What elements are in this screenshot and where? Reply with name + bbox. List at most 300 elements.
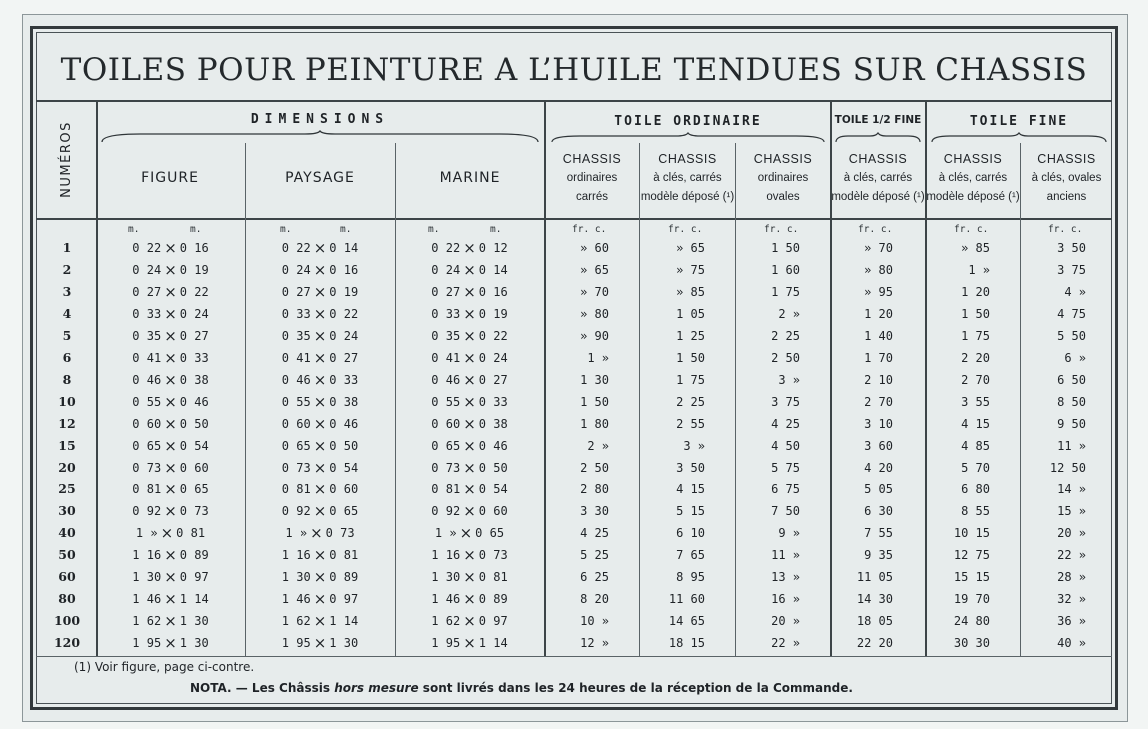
- times-icon: ×: [459, 524, 473, 543]
- paysage-dimension: [245, 544, 395, 566]
- price-cell: 18 05: [856, 614, 893, 629]
- times-icon: ×: [313, 634, 327, 653]
- paysage-width: 0 33: [281, 306, 311, 321]
- row-number: 1: [62, 240, 72, 255]
- price-cell: 5 70: [961, 460, 990, 475]
- subhead-line-3: modèle déposé (¹): [640, 191, 735, 203]
- subhead-line-2: à clés, carrés: [653, 172, 722, 184]
- figure-height: 0 65: [179, 482, 209, 497]
- figure-height: 0 54: [179, 438, 209, 453]
- marine-width: 0 24: [431, 262, 461, 277]
- marine-width: 0 55: [431, 394, 461, 409]
- figure-dimension: [96, 457, 245, 479]
- price-cell: 2 70: [864, 394, 893, 409]
- paysage-dimension: [245, 566, 395, 588]
- price-cell: 3 »: [683, 438, 705, 453]
- paysage-width: 1 30: [281, 570, 311, 585]
- price-cell: 14 30: [856, 592, 893, 607]
- times-icon: ×: [313, 304, 327, 323]
- subhead-line-3: modèle déposé (¹): [831, 191, 925, 203]
- figure-width: 1 30: [132, 570, 162, 585]
- row-number: 15: [58, 437, 76, 453]
- dimensions-header: DIMENSIONS: [250, 112, 390, 127]
- units-paysage-m1: m.: [280, 224, 292, 235]
- paysage-dimension: [245, 522, 395, 544]
- price-cell: 30 30: [953, 636, 990, 651]
- figure-height: 1 30: [179, 614, 209, 629]
- row-number: 50: [58, 547, 76, 563]
- figure-dimension: [96, 478, 245, 500]
- paysage-width: 0 92: [281, 504, 311, 519]
- figure-width: 0 65: [132, 438, 162, 453]
- paysage-dimension: [245, 347, 395, 369]
- subhead-demi-fine-cles-carres: [831, 150, 925, 207]
- price-cell: 1 75: [961, 328, 990, 343]
- figure-width: 0 33: [132, 306, 162, 321]
- row-number: 4: [62, 305, 72, 321]
- marine-width: 0 92: [431, 504, 461, 519]
- price-cell: 11 »: [771, 548, 800, 563]
- price-cell: 1 60: [771, 262, 800, 277]
- figure-height: 0 50: [179, 416, 209, 431]
- price-cell: 2 25: [771, 328, 800, 343]
- price-cell: 3 75: [1057, 262, 1086, 277]
- price-cell: 1 20: [864, 306, 893, 321]
- price-cell: 11 60: [668, 592, 705, 607]
- subhead-line-1: CHASSIS: [562, 152, 622, 166]
- price-cell: 2 10: [864, 372, 893, 387]
- figure-dimension: [96, 303, 245, 325]
- marine-dimension: [395, 391, 544, 413]
- price-cell: » 70: [864, 241, 893, 255]
- paysage-width: 1 95: [281, 636, 311, 651]
- times-icon: ×: [313, 436, 327, 455]
- times-icon: ×: [463, 480, 476, 499]
- price-cell: 3 50: [1057, 241, 1086, 255]
- times-icon: ×: [164, 590, 177, 609]
- price-cell: 3 75: [771, 394, 800, 409]
- price-cell: 6 50: [1057, 372, 1086, 387]
- row-number: 25: [58, 481, 76, 497]
- times-icon: ×: [463, 304, 476, 323]
- paysage-width: 1 »: [285, 526, 308, 541]
- price-cell: 5 75: [771, 460, 800, 475]
- times-icon: ×: [463, 546, 476, 565]
- figure-dimension: [96, 588, 245, 610]
- nota-text: [190, 681, 853, 695]
- figure-dimension: [96, 500, 245, 522]
- paysage-height: 1 14: [329, 614, 359, 629]
- times-icon: ×: [463, 634, 476, 653]
- marine-width: 0 27: [431, 284, 461, 299]
- marine-dimension: [395, 347, 544, 369]
- row-number: 40: [58, 525, 76, 541]
- times-icon: ×: [463, 568, 476, 587]
- paysage-width: 1 16: [281, 548, 311, 563]
- price-cell: 40 »: [1057, 636, 1086, 651]
- marine-header: MARINE: [439, 170, 501, 186]
- figure-width: 1 »: [135, 526, 158, 541]
- times-icon: ×: [463, 436, 476, 455]
- nota-suffix: sont livrés dans les 24 heures de la réception de la Commande.: [418, 681, 853, 695]
- price-cell: 1 20: [961, 284, 990, 299]
- figure-dimension: [96, 347, 245, 369]
- price-cell: 4 20: [864, 460, 893, 475]
- price-cell: 24 80: [953, 614, 990, 629]
- price-cell: 2 80: [580, 482, 609, 497]
- price-cell: 10 »: [580, 614, 609, 629]
- figure-dimension: [96, 610, 245, 632]
- paysage-height: 0 14: [329, 241, 359, 255]
- units-price-6: fr. c.: [1048, 224, 1083, 235]
- marine-width: 0 73: [431, 460, 461, 475]
- price-cell: 4 »: [1064, 284, 1086, 299]
- price-cell: 4 25: [580, 526, 609, 541]
- price-cell: 13 »: [771, 570, 800, 585]
- subhead-line-3: ovales: [766, 191, 800, 203]
- figure-height: 0 73: [179, 504, 209, 519]
- paysage-dimension: [245, 457, 395, 479]
- price-cell: 4 15: [676, 482, 705, 497]
- times-icon: ×: [164, 634, 177, 653]
- paysage-height: 0 19: [329, 284, 359, 299]
- times-icon: ×: [164, 436, 177, 455]
- row-number: 10: [58, 393, 76, 409]
- paysage-height: 0 65: [329, 504, 359, 519]
- figure-height: 0 81: [176, 526, 206, 541]
- marine-width: 1 »: [434, 526, 457, 541]
- figure-width: 1 62: [132, 614, 162, 629]
- units-figure-m1: m.: [128, 224, 140, 235]
- paysage-header: PAYSAGE: [285, 170, 355, 186]
- paysage-height: 1 30: [329, 636, 359, 651]
- price-cell: 6 30: [864, 504, 893, 519]
- marine-height: 0 33: [478, 394, 508, 409]
- price-cell: 1 40: [864, 328, 893, 343]
- price-cell: » 85: [961, 241, 990, 255]
- marine-dimension: [395, 237, 544, 259]
- row-number: 2: [62, 261, 72, 277]
- paysage-height: 0 81: [329, 548, 359, 563]
- price-cell: 8 55: [961, 504, 990, 519]
- figure-width: 0 73: [132, 460, 162, 475]
- price-cell: 15 »: [1057, 504, 1086, 519]
- paysage-width: 0 46: [281, 372, 311, 387]
- marine-height: 0 97: [478, 614, 508, 629]
- marine-dimension: [395, 500, 544, 522]
- numeros-label: NUMÉROS: [58, 121, 74, 198]
- marine-dimension: [395, 632, 544, 654]
- price-cell: 9 50: [1057, 416, 1086, 431]
- paysage-dimension: [245, 435, 395, 457]
- price-cell: 4 85: [961, 438, 990, 453]
- times-icon: ×: [164, 546, 177, 565]
- price-cell: 2 »: [587, 438, 609, 453]
- marine-dimension: [395, 303, 544, 325]
- paysage-dimension: [245, 281, 395, 303]
- price-cell: 5 25: [580, 548, 609, 563]
- marine-dimension: [395, 259, 544, 281]
- row-number: 100: [53, 613, 81, 629]
- footnote: (1) Voir figure, page ci-contre.: [74, 660, 255, 674]
- price-cell: 16 »: [771, 592, 800, 607]
- price-cell: 3 50: [676, 460, 705, 475]
- subhead-fine-cles-carres: [926, 150, 1020, 207]
- times-icon: ×: [463, 590, 476, 609]
- price-cell: 1 75: [676, 372, 705, 387]
- price-cell: 2 55: [676, 416, 705, 431]
- paysage-dimension: [245, 303, 395, 325]
- figure-dimension: [96, 281, 245, 303]
- price-cell: 8 95: [676, 570, 705, 585]
- subhead-line-2: à clés, carrés: [938, 172, 1008, 184]
- paysage-dimension: [245, 588, 395, 610]
- price-cell: 2 50: [771, 350, 800, 365]
- price-cell: » 60: [580, 241, 609, 255]
- marine-width: 0 81: [431, 482, 461, 497]
- marine-width: 1 62: [431, 614, 461, 629]
- paysage-width: 0 73: [281, 460, 311, 475]
- marine-dimension: [395, 457, 544, 479]
- times-icon: ×: [463, 282, 476, 301]
- price-cell: » 65: [676, 241, 705, 255]
- price-cell: 2 50: [580, 460, 609, 475]
- times-icon: ×: [310, 524, 323, 543]
- times-icon: ×: [463, 502, 476, 521]
- marine-width: 0 33: [431, 306, 461, 321]
- toile-ordinaire-brace: [550, 132, 826, 144]
- price-cell: 6 80: [961, 482, 990, 497]
- marine-dimension: [395, 435, 544, 457]
- marine-height: 0 16: [478, 284, 508, 299]
- times-icon: ×: [463, 392, 476, 411]
- figure-dimension: [96, 391, 245, 413]
- figure-height: 0 33: [179, 350, 209, 365]
- price-cell: 1 50: [771, 241, 800, 255]
- paysage-dimension: [245, 237, 395, 259]
- subhead-ordinaires-carres: [545, 150, 639, 207]
- figure-header: FIGURE: [141, 170, 199, 186]
- row-number: 30: [58, 503, 76, 519]
- paysage-dimension: [245, 632, 395, 654]
- marine-width: 0 65: [431, 438, 461, 453]
- marine-dimension: [395, 478, 544, 500]
- price-cell: 15 15: [953, 570, 990, 585]
- marine-height: 0 81: [478, 570, 508, 585]
- price-cell: 20 »: [771, 614, 800, 629]
- times-icon: ×: [463, 414, 476, 433]
- price-cell: 2 25: [676, 394, 705, 409]
- times-icon: ×: [313, 458, 327, 477]
- price-cell: 6 25: [580, 570, 609, 585]
- times-icon: ×: [463, 612, 476, 631]
- marine-width: 1 46: [431, 592, 461, 607]
- paysage-height: 0 33: [329, 372, 359, 387]
- units-price-5: fr. c.: [954, 224, 989, 235]
- nota-italic: hors mesure: [334, 681, 419, 695]
- paysage-dimension: [245, 500, 395, 522]
- marine-dimension: [395, 369, 544, 391]
- paysage-height: 0 46: [329, 416, 359, 431]
- paysage-width: 0 60: [281, 416, 311, 431]
- table-bottom-rule: [36, 656, 1112, 657]
- figure-height: 0 38: [179, 372, 209, 387]
- marine-height: 0 60: [478, 504, 508, 519]
- figure-width: 0 41: [132, 350, 162, 365]
- paysage-height: 0 60: [329, 482, 359, 497]
- price-cell: » 90: [580, 328, 609, 343]
- marine-height: 0 50: [478, 460, 508, 475]
- paysage-height: 0 24: [329, 328, 359, 343]
- price-cell: 4 50: [771, 438, 800, 453]
- price-cell: 9 »: [778, 526, 800, 541]
- marine-height: 0 54: [478, 482, 508, 497]
- paysage-height: 0 16: [329, 262, 359, 277]
- figure-width: 0 22: [132, 241, 162, 255]
- row-number: 8: [62, 371, 72, 387]
- paysage-height: 0 54: [329, 460, 359, 475]
- price-cell: 1 50: [676, 350, 705, 365]
- times-icon: ×: [164, 612, 177, 631]
- price-cell: 10 15: [953, 526, 990, 541]
- paysage-height: 0 73: [325, 526, 355, 541]
- toile-ordinaire-header: TOILE ORDINAIRE: [614, 114, 762, 129]
- paysage-dimension: [245, 413, 395, 435]
- price-cell: » 85: [676, 284, 705, 299]
- figure-width: 1 95: [132, 636, 162, 651]
- row-number: 6: [62, 349, 72, 365]
- paysage-dimension: [245, 369, 395, 391]
- paysage-width: 0 81: [281, 482, 311, 497]
- price-cell: 20 »: [1057, 526, 1086, 541]
- times-icon: ×: [164, 458, 177, 477]
- units-price-2: fr. c.: [668, 224, 703, 235]
- header-rule: [36, 218, 1112, 220]
- price-cell: » 95: [864, 284, 893, 299]
- subhead-cles-carres: [640, 150, 735, 207]
- marine-width: 0 41: [431, 350, 461, 365]
- figure-width: 0 92: [132, 504, 162, 519]
- price-cell: 1 50: [961, 306, 990, 321]
- paysage-width: 0 35: [281, 328, 311, 343]
- marine-height: 0 19: [478, 306, 508, 321]
- price-cell: 2 70: [961, 372, 990, 387]
- paysage-height: 0 89: [329, 570, 359, 585]
- paysage-width: 0 65: [281, 438, 311, 453]
- times-icon: ×: [463, 239, 476, 257]
- price-cell: 3 60: [864, 438, 893, 453]
- price-cell: 1 »: [968, 262, 990, 277]
- figure-height: 0 24: [179, 306, 209, 321]
- price-cell: » 75: [676, 262, 705, 277]
- figure-dimension: [96, 325, 245, 347]
- toile-demi-fine-brace: [834, 132, 922, 144]
- price-cell: 22 »: [1057, 548, 1086, 563]
- times-icon: ×: [164, 392, 177, 411]
- times-icon: ×: [164, 370, 177, 389]
- times-icon: ×: [313, 502, 327, 521]
- price-cell: 8 50: [1057, 394, 1086, 409]
- row-number: 120: [53, 635, 81, 651]
- paysage-width: 1 46: [281, 592, 311, 607]
- price-cell: 3 10: [864, 416, 893, 431]
- units-paysage-m2: m.: [340, 224, 352, 235]
- subhead-fine-cles-ovales: [1021, 150, 1112, 207]
- price-cell: 3 »: [778, 372, 800, 387]
- times-icon: ×: [313, 392, 327, 411]
- marine-height: 1 14: [478, 636, 508, 651]
- row-number: 20: [58, 459, 76, 475]
- times-icon: ×: [313, 590, 327, 609]
- times-icon: ×: [164, 502, 177, 521]
- marine-height: 0 46: [478, 438, 508, 453]
- paysage-dimension: [245, 325, 395, 347]
- marine-dimension: [395, 588, 544, 610]
- paysage-width: 0 24: [281, 262, 311, 277]
- figure-width: 0 27: [132, 284, 162, 299]
- title-rule: [36, 100, 1112, 102]
- marine-height: 0 22: [478, 328, 508, 343]
- figure-dimension: [96, 435, 245, 457]
- marine-dimension: [395, 281, 544, 303]
- paysage-width: 1 62: [281, 614, 311, 629]
- price-cell: 1 25: [676, 328, 705, 343]
- times-icon: ×: [463, 458, 476, 477]
- figure-width: 0 55: [132, 394, 162, 409]
- row-number: 3: [62, 283, 72, 299]
- figure-dimension: [96, 259, 245, 281]
- paysage-height: 0 50: [329, 438, 359, 453]
- figure-width: 0 24: [132, 262, 162, 277]
- figure-height: 0 22: [179, 284, 209, 299]
- times-icon: ×: [463, 348, 476, 367]
- marine-width: 0 46: [431, 372, 461, 387]
- price-cell: 5 50: [1057, 328, 1086, 343]
- price-cell: 1 70: [864, 350, 893, 365]
- paysage-width: 0 55: [281, 394, 311, 409]
- subhead-line-1: CHASSIS: [1037, 152, 1096, 166]
- marine-dimension: [395, 544, 544, 566]
- price-cell: 1 75: [771, 284, 800, 299]
- price-cell: 14 »: [1057, 482, 1086, 497]
- price-cell: 22 20: [856, 636, 893, 651]
- marine-dimension: [395, 522, 544, 544]
- times-icon: ×: [313, 326, 327, 345]
- figure-width: 0 60: [132, 416, 162, 431]
- times-icon: ×: [313, 282, 327, 301]
- subhead-line-3: carrés: [576, 191, 608, 203]
- price-cell: 12 50: [1049, 460, 1086, 475]
- times-icon: ×: [313, 348, 327, 367]
- units-figure-m2: m.: [190, 224, 202, 235]
- marine-height: 0 27: [478, 372, 508, 387]
- figure-dimension: [96, 413, 245, 435]
- times-icon: ×: [164, 480, 177, 499]
- paysage-height: 0 22: [329, 306, 359, 321]
- subhead-line-2: à clés, ovales: [1031, 172, 1102, 184]
- price-cell: » 70: [580, 284, 609, 299]
- figure-dimension: [96, 522, 245, 544]
- subhead-line-2: ordinaires: [566, 172, 618, 184]
- row-number: 12: [58, 415, 76, 431]
- price-cell: 18 15: [668, 636, 705, 651]
- figure-dimension: [96, 566, 245, 588]
- numeros-header: [36, 101, 96, 218]
- row-number: 60: [58, 569, 76, 585]
- times-icon: ×: [313, 612, 327, 631]
- subhead-line-3: modèle déposé (¹): [926, 191, 1020, 203]
- price-cell: 8 20: [580, 592, 609, 607]
